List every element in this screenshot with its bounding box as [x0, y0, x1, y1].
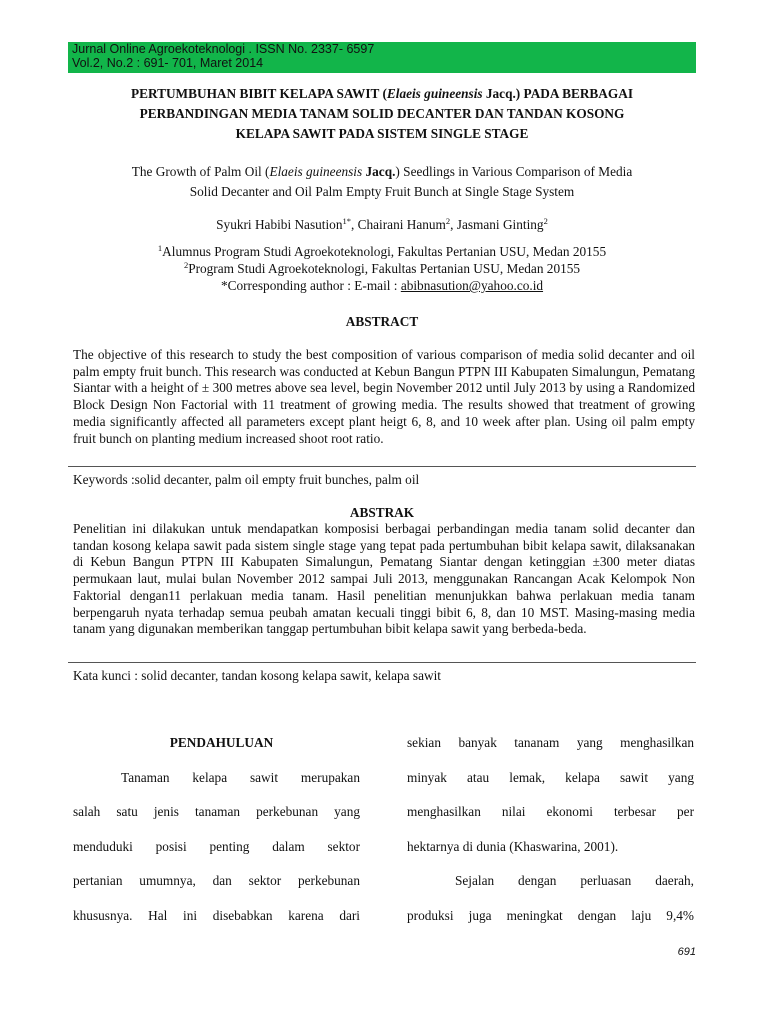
body-line: menduduki posisi penting dalam sektor	[73, 838, 360, 854]
paper-title	[68, 84, 696, 144]
subtitle-species: Elaeis guineensis	[269, 164, 363, 179]
body-line: sekian banyak tananam yang menghasilkan	[407, 735, 694, 750]
author-1: Syukri Habibi Nasution	[216, 217, 343, 232]
body-line: Sejalan dengan perluasan daerah,	[455, 873, 694, 888]
title-line3: KELAPA SAWIT PADA SISTEM SINGLE STAGE	[235, 126, 529, 141]
keywords-id: Kata kunci : solid decanter, tandan kosong kelapa sawit, kelapa sawit	[73, 668, 441, 683]
corresponding-author: *Corresponding author : E-mail :	[220, 278, 401, 293]
body-line: khususnya. Hal ini disebabkan karena dari	[73, 907, 360, 923]
body-line: menghasilkan nilai ekonomi terbesar per	[407, 804, 694, 819]
subtitle-line2: Solid Decanter and Oil Palm Empty Fruit Bunch at Single Stage System	[189, 184, 575, 199]
abstrak-heading: ABSTRAK	[349, 505, 415, 520]
body-line: Tanaman kelapa sawit merupakan	[121, 769, 360, 785]
divider-top	[68, 466, 696, 467]
title-species: Elaeis guineensis	[386, 86, 483, 101]
title-line2: PERBANDINGAN MEDIA TANAM SOLID DECANTER DAN TANDAN KOSONG	[139, 106, 625, 121]
subtitle-part2: ) Seedlings in Various Comparison of Media	[395, 164, 633, 179]
author-2: , Chairani Hanum	[350, 217, 446, 232]
abstract-heading: ABSTRACT	[345, 314, 419, 329]
body-line: hektarnya di dunia (Khaswarina, 2001).	[407, 838, 619, 854]
abstract-text: The objective of this research to study the best composition of various comparison of media solid decanter and oil palm empty fruit bunch. This research was conducted at Kebun Bangun PTPN III Kabupaten Simalungun, Pematang Siantar with a height of ± 300 metres above sea level, begin November 2012 until July 2013 by using a Randomized Block Design Non Factorial with 11 treatment of growing media. The results showed that treatment of growing media significantly affected all parameters except plant heigt 6, 8, and 10 week after plan. Using oil palm empty fruit bunch on planting medium increased shoot root ratio.	[73, 347, 695, 446]
volume-info: Vol.2, No.2 : 691- 701, Maret 2014	[72, 56, 264, 70]
subtitle-part1: The Growth of Palm Oil (	[131, 164, 270, 179]
author-3-sup: 2	[543, 216, 548, 226]
author-3: , Jasmani Ginting	[450, 217, 544, 232]
title-part1: PERTUMBUHAN BIBIT KELAPA SAWIT (	[130, 86, 387, 101]
body-line: minyak atau lemak, kelapa sawit yang	[407, 769, 694, 785]
section-heading-introduction: PENDAHULUAN	[169, 735, 274, 750]
affiliations	[68, 243, 696, 294]
body-right-column	[407, 726, 694, 933]
affiliation-2: Program Studi Agroekoteknologi, Fakultas Pertanian USU, Medan 20155	[188, 261, 581, 276]
page-number: 691	[677, 946, 696, 958]
affiliation-1-sup: 1	[157, 243, 163, 253]
abstrak-text: Penelitian ini dilakukan untuk mendapatkan komposisi berbagai perbandingan media tanam solid decanter dan tandan kosong kelapa sawit pada sistem single stage yang tepat pada pertumbuhan bibit kelapa sawit, dilaksanakan di Kebun Bangun PTPN III Kabupaten Simalungun, Pematang Siantar dengan ketinggian ±300 meter diatas permukaan laut, mulai bulan November 2012 sampai Juli 2013, menggunakan Rancangan Acak Kelompok Non Faktorial dengan11 perlakuan media tanam. Hasil penelitian menunjukkan bahwa perlakuan media tanam berpengaruh nyata terhadap semua peubah amatan kecuali tinggi bibit 6, 8, dan 10 MST. Masing-masing media tanam yang digunakan memberikan tanggap pertumbuhan bibit kelapa sawit yang berbeda-beda.	[73, 521, 695, 637]
subtitle-jacq: Jacq.	[362, 164, 396, 179]
affiliation-2-sup: 2	[183, 260, 189, 270]
author-email[interactable]: abibnasution@yahoo.co.id	[400, 278, 544, 293]
body-line: produksi juga meningkat dengan laju 9,4%	[407, 907, 694, 923]
body-left-column	[73, 726, 360, 933]
affiliation-1: Alumnus Program Studi Agroekoteknologi, Fakultas Pertanian USU, Medan 20155	[162, 244, 607, 259]
body-line: pertanian umumnya, dan sektor perkebunan	[73, 873, 360, 888]
keywords-en: Keywords :solid decanter, palm oil empty fruit bunches, palm oil	[73, 472, 420, 487]
journal-header-bar	[68, 42, 696, 73]
body-line: salah satu jenis tanaman perkebunan yang	[73, 804, 360, 819]
title-part2: Jacq.) PADA BERBAGAI	[482, 86, 634, 101]
journal-info: Jurnal Online Agroekoteknologi . ISSN No. 2337- 6597	[72, 42, 375, 56]
author-1-sup: 1*	[342, 216, 351, 226]
author-2-sup: 2	[445, 216, 451, 226]
author-list	[68, 215, 696, 235]
paper-subtitle	[68, 162, 696, 202]
divider-bottom	[68, 662, 696, 663]
